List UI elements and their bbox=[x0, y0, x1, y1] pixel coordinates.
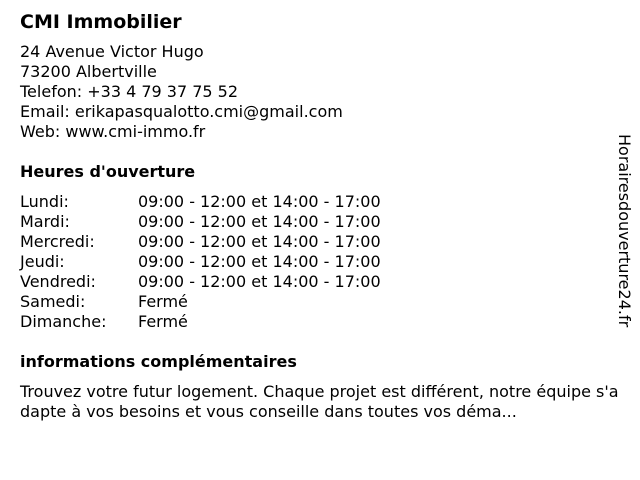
hours-time: 09:00 - 12:00 et 14:00 - 17:00 bbox=[138, 232, 381, 251]
hours-row-vendredi bbox=[20, 272, 381, 292]
hours-row-lundi bbox=[20, 192, 381, 212]
business-name: CMI Immobilier bbox=[20, 11, 182, 33]
hours-day: Vendredi: bbox=[20, 272, 96, 291]
hours-time: 09:00 - 12:00 et 14:00 - 17:00 bbox=[138, 272, 381, 291]
phone-line: Telefon: +33 4 79 37 75 52 bbox=[20, 82, 239, 101]
hours-time: Fermé bbox=[138, 292, 188, 311]
hours-day: Lundi: bbox=[20, 192, 69, 211]
info-title: informations complémentaires bbox=[20, 352, 297, 371]
email-line: Email: erikapasqualotto.cmi@gmail.com bbox=[20, 102, 343, 121]
hours-row-samedi bbox=[20, 292, 381, 312]
hours-title: Heures d'ouverture bbox=[20, 162, 196, 181]
hours-time: 09:00 - 12:00 et 14:00 - 17:00 bbox=[138, 252, 381, 271]
hours-row-jeudi bbox=[20, 252, 381, 272]
hours-day: Dimanche: bbox=[20, 312, 107, 331]
hours-row-mercredi bbox=[20, 232, 381, 252]
address-line1: 24 Avenue Victor Hugo bbox=[20, 42, 204, 61]
hours-row-mardi bbox=[20, 212, 381, 232]
hours-day: Mardi: bbox=[20, 212, 70, 231]
hours-time: Fermé bbox=[138, 312, 188, 331]
web-line: Web: www.cmi-immo.fr bbox=[20, 122, 206, 141]
side-brand-watermark: Horairesdouverture24.fr bbox=[615, 134, 634, 328]
hours-time: 09:00 - 12:00 et 14:00 - 17:00 bbox=[138, 192, 381, 211]
info-text: Trouvez votre futur logement. Chaque projet est différent, notre équipe s'adapte à vos besoins et vous conseille dans toutes vos déma... bbox=[20, 382, 619, 421]
hours-day: Jeudi: bbox=[20, 252, 65, 271]
business-card bbox=[20, 10, 620, 422]
hours-time: 09:00 - 12:00 et 14:00 - 17:00 bbox=[138, 212, 381, 231]
hours-day: Mercredi: bbox=[20, 232, 95, 251]
hours-table bbox=[20, 192, 381, 332]
address-line2: 73200 Albertville bbox=[20, 62, 157, 81]
hours-day: Samedi: bbox=[20, 292, 86, 311]
hours-row-dimanche bbox=[20, 312, 381, 332]
